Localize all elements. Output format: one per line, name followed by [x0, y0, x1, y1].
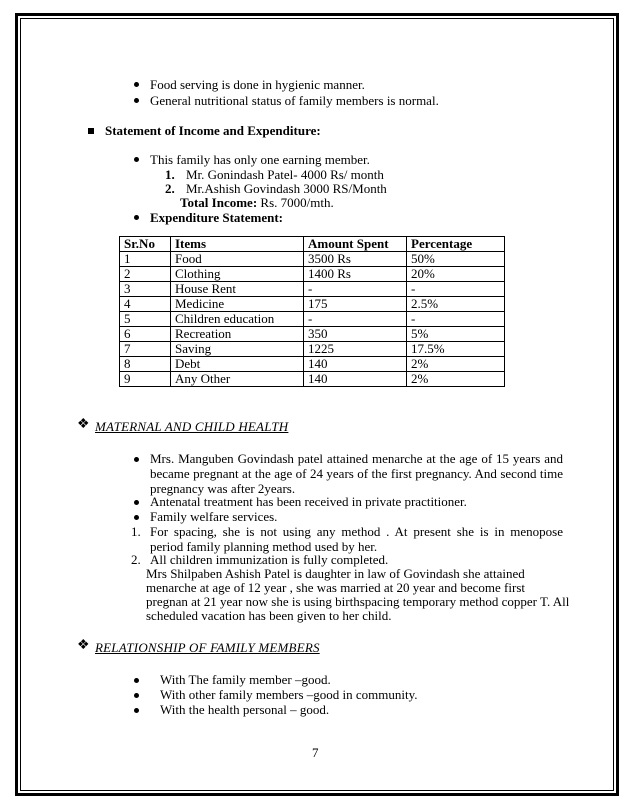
table-row: [120, 282, 505, 297]
cell-amount: 140: [304, 357, 407, 372]
maternal-item-1-number: 1.: [131, 524, 141, 539]
total-income: [180, 195, 334, 210]
cell-srno: 8: [120, 357, 171, 372]
cell-percentage: -: [407, 282, 505, 297]
col-header-percentage: Percentage: [407, 237, 505, 252]
expenditure-table: [119, 236, 505, 387]
member-1-number: 1.: [165, 167, 175, 182]
maternal-heading: MATERNAL AND CHILD HEALTH: [95, 419, 289, 434]
cell-item: House Rent: [171, 282, 304, 297]
page-number: 7: [312, 745, 319, 760]
table-header-row: [120, 237, 505, 252]
relationship-item: With The family member –good.: [160, 672, 331, 687]
cell-item: Medicine: [171, 297, 304, 312]
maternal-item-2-number: 2.: [131, 552, 141, 567]
cell-srno: 2: [120, 267, 171, 282]
cell-srno: 3: [120, 282, 171, 297]
bullet-icon: [134, 82, 139, 87]
cell-percentage: -: [407, 312, 505, 327]
cell-amount: 350: [304, 327, 407, 342]
cell-item: Clothing: [171, 267, 304, 282]
cell-item: Recreation: [171, 327, 304, 342]
expenditure-heading: Expenditure Statement:: [150, 210, 284, 225]
diamond-bullet-icon: ❖: [77, 417, 90, 432]
table-row: [120, 297, 505, 312]
bullet-icon: [134, 515, 139, 520]
maternal-para-line: Mrs Shilpaben Ashish Patel is daughter in law of Govindash she attained: [146, 566, 525, 581]
cell-percentage: 2.5%: [407, 297, 505, 312]
cell-amount: -: [304, 282, 407, 297]
bullet-icon: [134, 693, 139, 698]
cell-item: Any Other: [171, 372, 304, 387]
cell-percentage: 17.5%: [407, 342, 505, 357]
cell-item: Children education: [171, 312, 304, 327]
table-row: [120, 357, 505, 372]
cell-srno: 1: [120, 252, 171, 267]
maternal-bullet-1: Mrs. Manguben Govindash patel attained menarche at the age of 15 years and became pregnant at the age of 24 years of the first pregnancy. And second time pregnancy was after 2years.: [150, 451, 563, 496]
cell-percentage: 2%: [407, 357, 505, 372]
member-2-text: Mr.Ashish Govindash 3000 RS/Month: [186, 181, 387, 196]
maternal-bullet-2: Antenatal treatment has been received in private practitioner.: [150, 494, 467, 509]
bullet-icon: [134, 157, 139, 162]
cell-percentage: 5%: [407, 327, 505, 342]
bullet-text: Food serving is done in hygienic manner.: [150, 77, 365, 92]
cell-srno: 5: [120, 312, 171, 327]
table-row: [120, 372, 505, 387]
member-2-number: 2.: [165, 181, 175, 196]
relationship-heading: RELATIONSHIP OF FAMILY MEMBERS: [95, 640, 320, 655]
bullet-text: General nutritional status of family members is normal.: [150, 93, 439, 108]
cell-srno: 6: [120, 327, 171, 342]
table-row: [120, 342, 505, 357]
bullet-icon: [134, 678, 139, 683]
maternal-para-line: pregnan at 21 year now she is using birthspacing temporary method copper T. All: [146, 594, 570, 609]
member-1-text: Mr. Gonindash Patel- 4000 Rs/ month: [186, 167, 384, 182]
bullet-icon: [134, 215, 139, 220]
square-bullet-icon: [88, 128, 94, 134]
cell-amount: 3500 Rs: [304, 252, 407, 267]
bullet-icon: [134, 708, 139, 713]
cell-srno: 7: [120, 342, 171, 357]
maternal-para-line: scheduled vacation has been given to her child.: [146, 608, 392, 623]
income-heading: Statement of Income and Expenditure:: [105, 123, 321, 138]
table-row: [120, 312, 505, 327]
table-row: [120, 327, 505, 342]
cell-item: Food: [171, 252, 304, 267]
maternal-item-1: For spacing, she is not using any method . At present she is in menopose period family planning method used by her.: [150, 524, 563, 554]
cell-amount: -: [304, 312, 407, 327]
maternal-bullet-3: Family welfare services.: [150, 509, 278, 524]
earning-note: This family has only one earning member.: [150, 152, 370, 167]
col-header-items: Items: [171, 237, 304, 252]
table-row: [120, 267, 505, 282]
total-income-value: Rs. 7000/mth.: [257, 195, 334, 210]
relationship-item: With the health personal – good.: [160, 702, 330, 717]
col-header-srno: Sr.No: [120, 237, 171, 252]
col-header-amount: Amount Spent: [304, 237, 407, 252]
cell-amount: 1225: [304, 342, 407, 357]
table-row: [120, 252, 505, 267]
cell-amount: 140: [304, 372, 407, 387]
bullet-icon: [134, 500, 139, 505]
bullet-icon: [134, 457, 139, 462]
cell-item: Debt: [171, 357, 304, 372]
cell-srno: 9: [120, 372, 171, 387]
bullet-icon: [134, 98, 139, 103]
cell-amount: 1400 Rs: [304, 267, 407, 282]
cell-item: Saving: [171, 342, 304, 357]
total-income-label: Total Income:: [180, 195, 258, 210]
cell-percentage: 50%: [407, 252, 505, 267]
cell-percentage: 2%: [407, 372, 505, 387]
maternal-para-line: menarche at age of 12 year , she was married at 20 year and become first: [146, 580, 525, 595]
relationship-item: With other family members –good in community.: [160, 687, 418, 702]
diamond-bullet-icon: ❖: [77, 638, 90, 653]
maternal-item-2: All children immunization is fully completed.: [150, 552, 389, 567]
cell-srno: 4: [120, 297, 171, 312]
cell-amount: 175: [304, 297, 407, 312]
cell-percentage: 20%: [407, 267, 505, 282]
